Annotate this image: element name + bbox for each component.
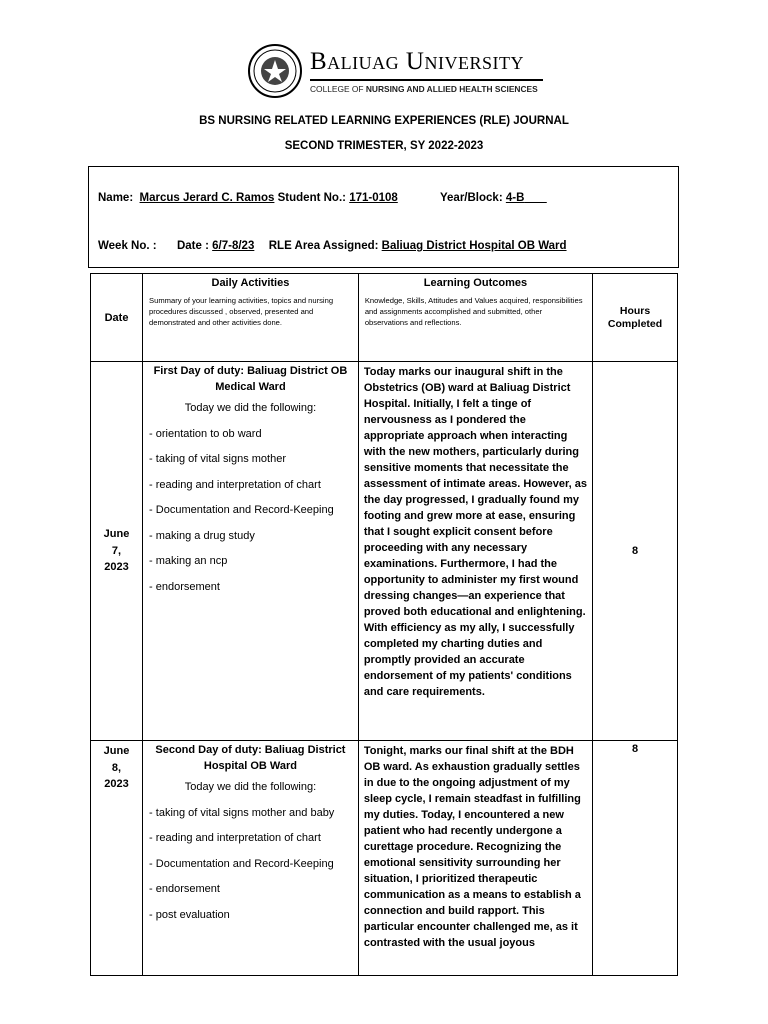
student-name: Marcus Jerard C. Ramos xyxy=(139,192,275,204)
week-info-row: Week No. : Date : 6/7-8/23 RLE Area Assigned: Baliuag District Hospital OB Ward xyxy=(98,240,567,252)
row-hours: 8 xyxy=(593,362,678,741)
row-outcome: Tonight, marks our final shift at the BDH OB ward. As exhaustion gradually settles in due to the ongoing adjustment of my sleep cycle, I remain steadfast in fulfilling my duties. Today, I encountered a new patient who had recently undergone a curettage procedure. Recognizing the emotional sensitivity surrounding her situation, I prioritized therapeutic communication as a means to establish a connection and build rapport. This particular encounter challenged me, as it contrasted with the usual joyous xyxy=(358,741,592,976)
term-title: SECOND TRIMESTER, SY 2022-2023 xyxy=(284,140,484,152)
row-activities: First Day of duty: Baliuag District OB Medical Ward Today we did the following: - orientation to ob ward - taking of vital signs mother - reading and interpretation of chart - Documentation and Record-Keeping - making a drug study - making an ncp - endorsement xyxy=(143,362,359,741)
table-header-row xyxy=(91,274,678,362)
col-outcomes-header: Learning Outcomes Knowledge, Skills, Attitudes and Values acquired, responsibilities and assignments accomplished and submitted, other observations and reflections. xyxy=(358,274,592,362)
journal-table xyxy=(90,273,678,976)
activity-item: - taking of vital signs mother and baby xyxy=(149,806,335,819)
table-row xyxy=(91,741,678,976)
row-outcome: Today marks our inaugural shift in the Obstetrics (OB) ward at Baliuag District Hospital. Initially, I felt a tinge of nervousness as I pondered the appropriate approach when interacting with the new mothers, particularly during sensitive moments that necessitate the assessment of intimate areas. However, as the day progressed, I gradually found my footing and grew more at ease, ensuring that I sought explicit consent before proceeding with any necessary examinations. Furthermore, I had the opportunity to administer my first wound dressing changes—an experience that proved both educational and enlightening. With efficiency as my ally, I successfully completed my charting duties and promptly provided an accurate endorsement of my patients' conditions and care requirements. xyxy=(358,362,592,741)
row-date: June 7, 2023 xyxy=(91,362,143,741)
activity-item: - endorsement xyxy=(149,580,220,593)
activity-item: - reading and interpretation of chart xyxy=(149,832,321,844)
activity-item: - Documentation and Record-Keeping xyxy=(149,504,334,516)
journal-title: BS NURSING RELATED LEARNING EXPERIENCES (RLE) JOURNAL xyxy=(199,115,569,127)
week-date: 6/7-8/23 xyxy=(212,240,255,252)
student-info-row: Name: Marcus Jerard C. Ramos Student No.: 171-0108 Year/Block: 4-B xyxy=(98,192,547,204)
logo-divider xyxy=(310,79,543,81)
student-info-box xyxy=(88,166,679,268)
rle-area: Baliuag District Hospital OB Ward xyxy=(381,240,567,252)
student-number: 171-0108 xyxy=(349,192,398,204)
col-hours-header: Hours Completed xyxy=(593,274,678,362)
activity-item: - endorsement xyxy=(149,883,220,895)
activity-item: - reading and interpretation of chart xyxy=(149,478,321,491)
college-name: COLLEGE OF NURSING AND ALLIED HEALTH SCIENCES xyxy=(310,84,538,94)
activity-item: - orientation to ob ward xyxy=(149,427,262,440)
university-name: Baliuag University xyxy=(310,48,524,75)
row-date: June 8, 2023 xyxy=(91,741,143,976)
row-hours: 8 xyxy=(593,741,678,976)
university-logo xyxy=(248,44,548,100)
university-seal-icon xyxy=(248,44,302,98)
col-activities-header: Daily Activities Summary of your learning activities, topics and nursing procedures discussed , observed, presented and demonstrated and other activities done. xyxy=(143,274,359,362)
row-activities: Second Day of duty: Baliuag District Hospital OB Ward Today we did the following: - taking of vital signs mother and baby - reading and interpretation of chart - Documentation and Record-Keeping - endorsement - post evaluation xyxy=(143,741,359,976)
activity-item: - post evaluation xyxy=(149,908,230,921)
year-block: 4-B xyxy=(505,192,525,204)
table-row xyxy=(91,362,678,741)
activity-item: - taking of vital signs mother xyxy=(149,453,286,465)
activity-item: - Documentation and Record-Keeping xyxy=(149,857,334,870)
activity-item: - making a drug study xyxy=(149,529,255,542)
activity-item: - making an ncp xyxy=(149,555,228,567)
col-date-header: Date xyxy=(91,274,143,362)
